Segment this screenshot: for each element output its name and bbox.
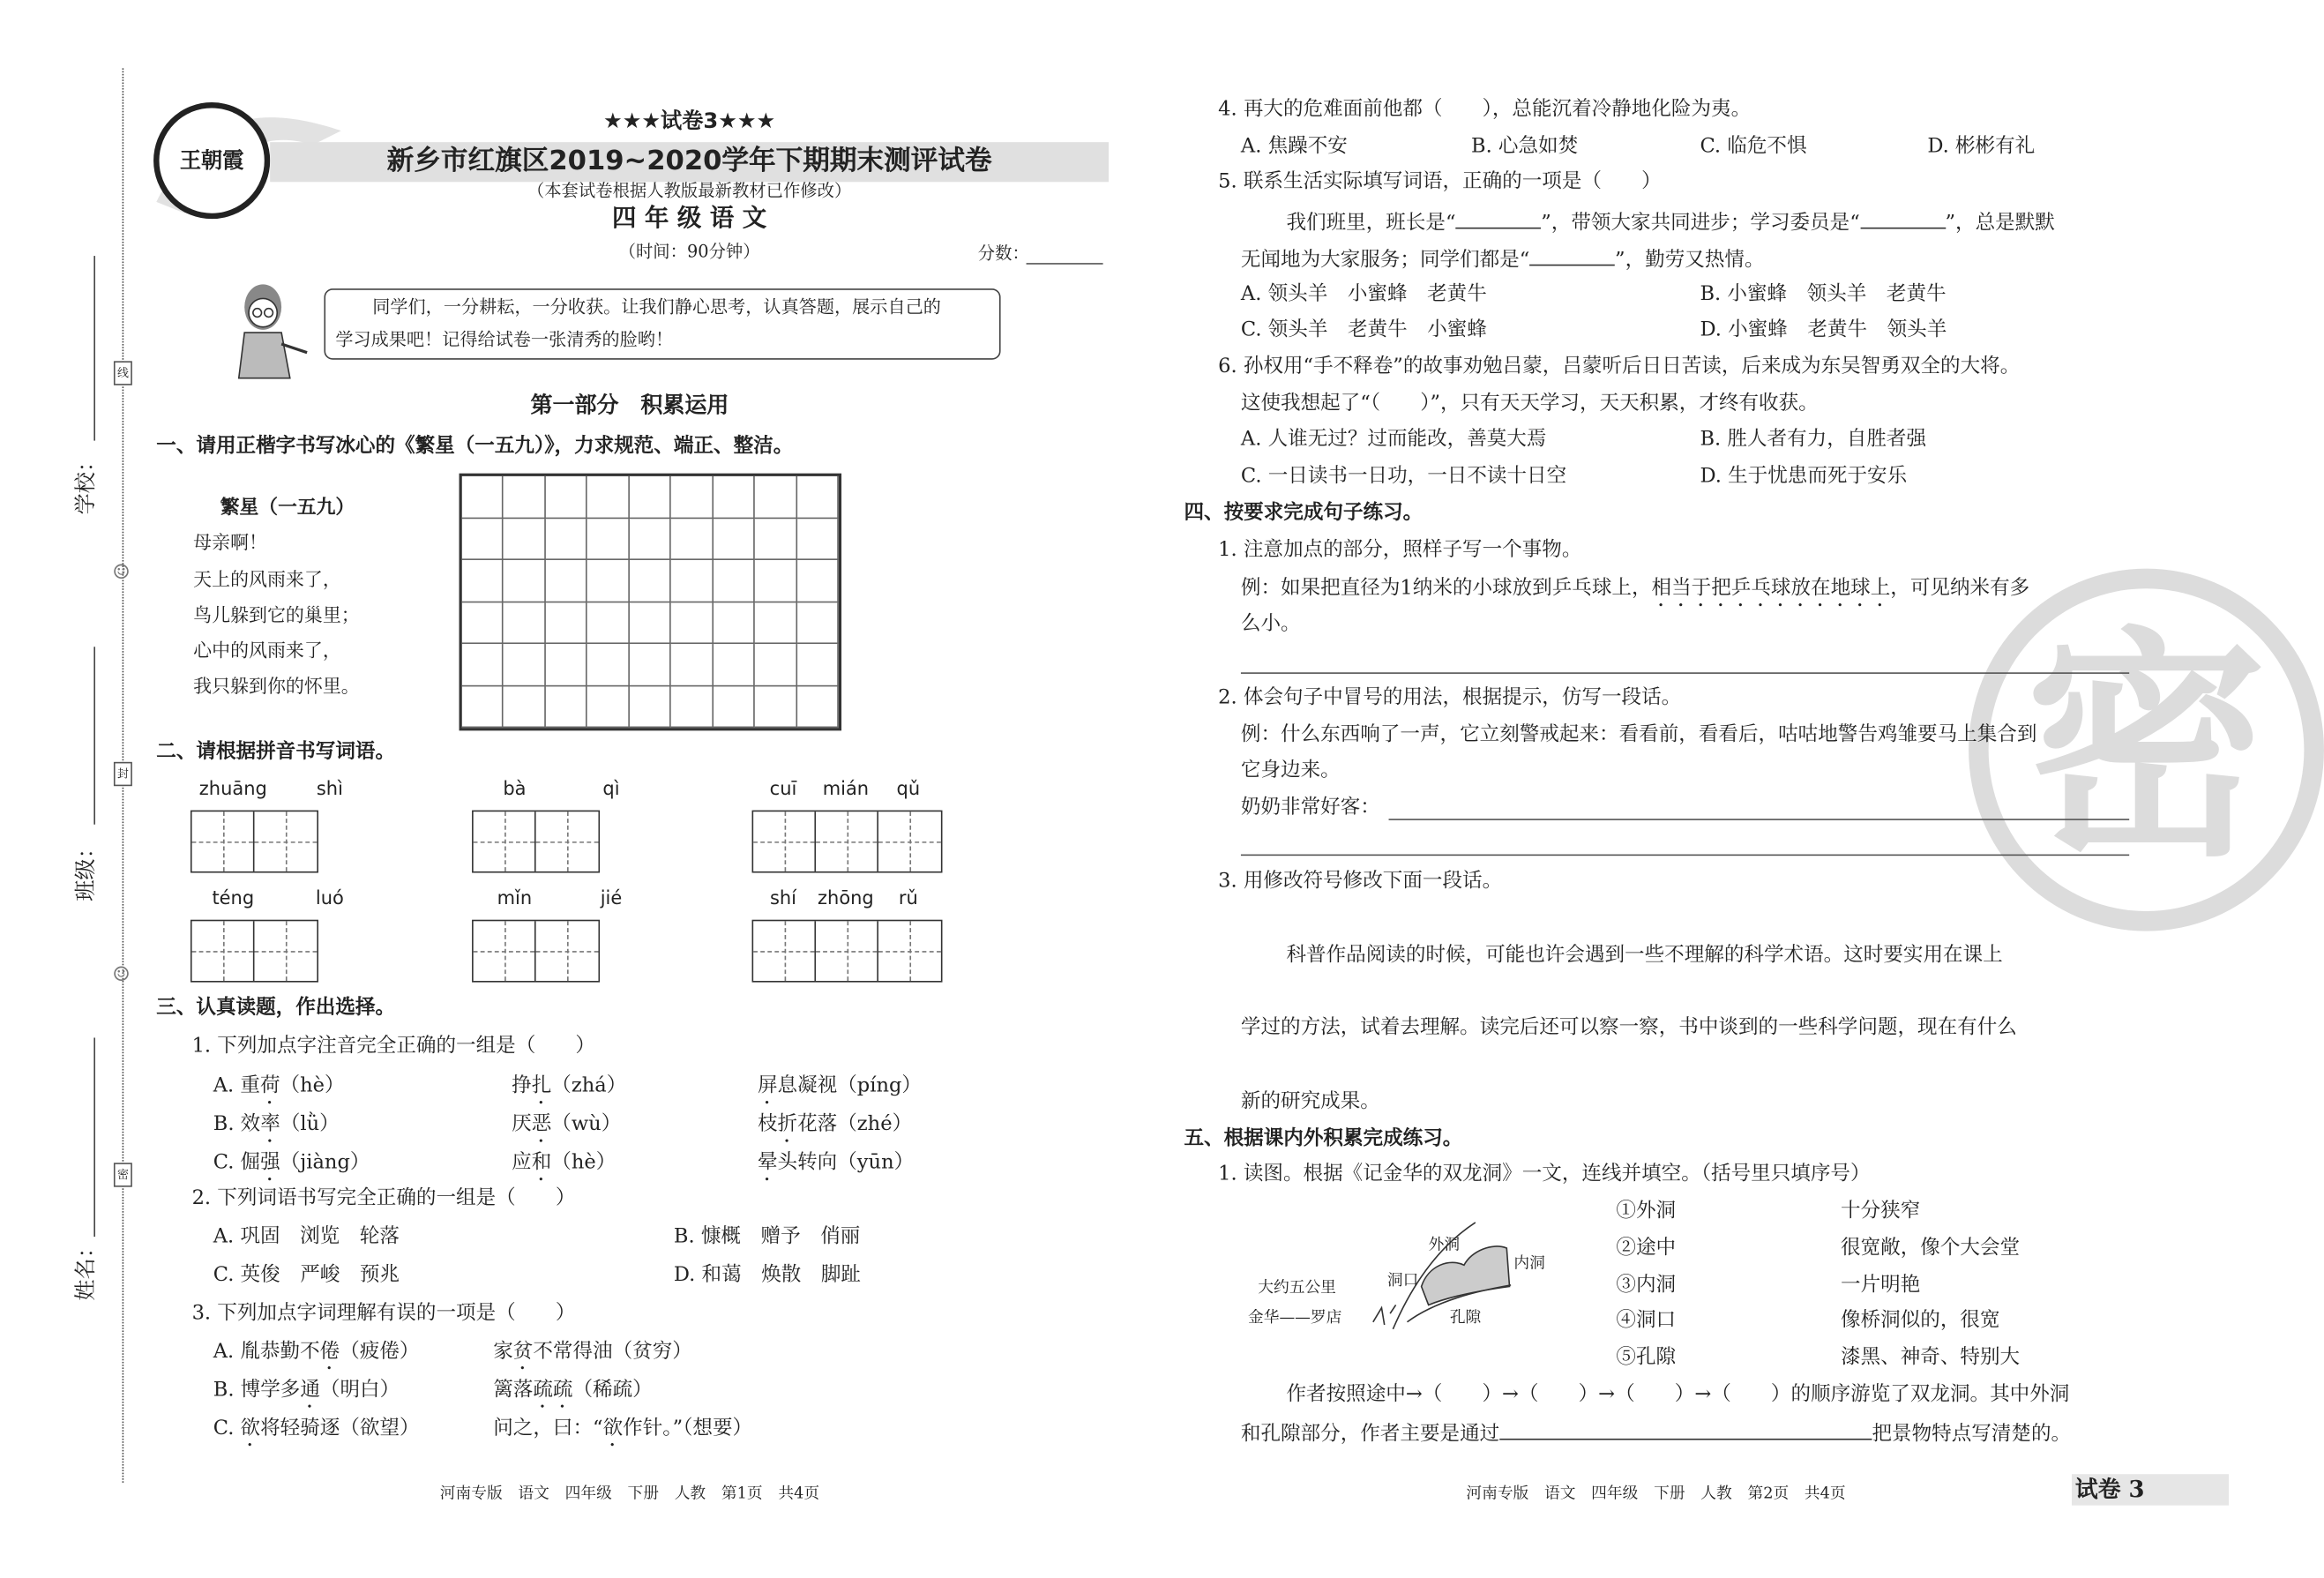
handwriting-grid[interactable] xyxy=(460,474,842,731)
pinyin: téng xyxy=(212,888,255,910)
grid-cell[interactable] xyxy=(462,644,504,686)
fill-text: 把景物特点写清楚的。 xyxy=(1872,1423,2072,1446)
q5-option-b[interactable]: B. 小蜜蜂 领头羊 老黄牛 xyxy=(1700,282,1947,306)
emphasized-char: 折 xyxy=(777,1112,798,1136)
tianzige-cell[interactable] xyxy=(753,811,816,871)
grid-cell[interactable] xyxy=(546,602,587,645)
binding-mark-secret: 密 xyxy=(114,1163,132,1186)
q2-stem: 2. 下列词语书写完全正确的一组是（ ） xyxy=(191,1186,576,1210)
grid-cell[interactable] xyxy=(630,518,671,560)
s4-q3-stem: 3. 用修改符号修改下面一段话。 xyxy=(1218,870,1503,894)
poem-line: 心中的风雨来了， xyxy=(193,640,341,663)
option-text: （疲倦） xyxy=(340,1340,420,1364)
option-text: C. xyxy=(213,1417,241,1440)
q5-text-1 xyxy=(1286,211,2054,234)
grid-cell[interactable] xyxy=(546,560,587,602)
exam-title: 新乡市红旗区2019~2020学年下期期末测评试卷 xyxy=(386,145,992,176)
option-text: 枝 xyxy=(757,1112,778,1136)
diagram-label-route: 金华——罗店 xyxy=(1247,1307,1342,1327)
grid-cell[interactable] xyxy=(504,602,545,645)
poem-line: 我只躲到你的怀里。 xyxy=(193,677,360,699)
school-label: 学校： xyxy=(72,450,99,515)
section-4-heading: 四、按要求完成句子练习。 xyxy=(1184,501,1424,525)
pinyin: shí xyxy=(769,888,796,910)
grid-cell[interactable] xyxy=(755,644,796,686)
s5-q1-stem: 1. 读图。根据《记金华的双龙洞》一文，连线并填空。（括号里只填序号） xyxy=(1218,1163,1871,1186)
binding-mark-seal: 封 xyxy=(114,762,132,786)
s4-q3-paragraph-1: 科普作品阅读的时候，可能也许会遇到一些不理解的科学术语。这时要实用在课上 xyxy=(1286,944,2003,967)
q6-option-b[interactable]: B. 胜人者有力，自胜者强 xyxy=(1700,428,1927,451)
option-text: （明白） xyxy=(319,1379,400,1402)
tianzige-box[interactable] xyxy=(472,811,600,873)
option-text: C. 倔 xyxy=(213,1151,261,1175)
diagram-label-mouth: 洞口 xyxy=(1386,1270,1419,1290)
watermark-seal xyxy=(1969,569,2324,931)
option-text: 花落（zhé） xyxy=(797,1112,913,1136)
q4-option-b[interactable]: B. 心急如焚 xyxy=(1471,135,1579,158)
q4-option-d[interactable]: D. 彬彬有礼 xyxy=(1927,135,2036,158)
s4-q2-answer-line[interactable] xyxy=(1389,819,2130,820)
poem-line: 鸟儿躲到它的巢里； xyxy=(193,605,360,627)
pinyin: bà xyxy=(503,779,527,801)
section-3-heading: 三、认真读题，作出选择。 xyxy=(156,996,396,1020)
grid-cell[interactable] xyxy=(546,644,587,686)
tianzige-cell[interactable] xyxy=(192,921,255,981)
grid-cell[interactable] xyxy=(587,476,629,519)
grid-cell[interactable] xyxy=(504,644,545,686)
grid-cell[interactable] xyxy=(504,518,545,560)
grid-cell[interactable] xyxy=(671,686,713,729)
tianzige-cell[interactable] xyxy=(753,921,816,981)
grid-cell[interactable] xyxy=(713,686,754,729)
q5-option-d[interactable]: D. 小蜜蜂 老黄牛 领头羊 xyxy=(1700,318,1947,341)
footer-left: 河南专版 语文 四年级 下册 人教 第1页 共4页 xyxy=(439,1484,820,1503)
paper-badge-text: 试卷 3 xyxy=(2074,1475,2145,1503)
pinyin: shì xyxy=(316,779,343,801)
choice-option[interactable] xyxy=(493,1417,752,1452)
tianzige-cell[interactable] xyxy=(536,921,599,981)
q4-option-c[interactable]: C. 临危不惧 xyxy=(1700,135,1807,158)
grid-cell[interactable] xyxy=(796,686,838,729)
grid-cell[interactable] xyxy=(755,560,796,602)
option-text: （jiàng） xyxy=(280,1151,370,1175)
diagram-label-outer: 外洞 xyxy=(1428,1235,1461,1254)
option-text: （hè） xyxy=(280,1074,345,1098)
q6-option-c[interactable]: C. 一日读书一日功，一日不读十日空 xyxy=(1240,464,1567,488)
section-5-heading: 五、根据课内外积累完成练习。 xyxy=(1184,1126,1463,1150)
q5-text: ”，总是默默 xyxy=(1945,212,2055,235)
pinyin: zhuāng xyxy=(198,779,267,801)
binding-mark-line: 线 xyxy=(114,361,132,385)
s4-q2-stem: 2. 体会句子中冒号的用法，根据提示，仿写一段话。 xyxy=(1218,686,1682,710)
diagram-label-distance: 大约五公里 xyxy=(1258,1277,1336,1297)
pinyin: luó xyxy=(315,888,344,910)
pinyin: jié xyxy=(600,888,623,910)
grid-cell[interactable] xyxy=(671,644,713,686)
grid-cell[interactable] xyxy=(755,518,796,560)
grid-cell[interactable] xyxy=(671,560,713,602)
emphasized-char: 贫 xyxy=(512,1340,534,1364)
poem-line: 天上的风雨来了， xyxy=(193,570,341,592)
grid-cell[interactable] xyxy=(755,476,796,519)
choice-option[interactable] xyxy=(213,1151,370,1185)
grid-cell[interactable] xyxy=(796,476,838,519)
footer-right: 河南专版 语文 四年级 下册 人教 第2页 共4页 xyxy=(1466,1484,1846,1503)
watermark-text: 密 xyxy=(2025,605,2268,890)
grid-cell[interactable] xyxy=(462,602,504,645)
s4-q1-example-2: 么小。 xyxy=(1240,612,1301,636)
choice-option[interactable] xyxy=(512,1074,626,1109)
q4-stem: 4. 再大的危难面前他都（ ），总能沉着冷静地化险为夷。 xyxy=(1218,98,1752,121)
pinyin: mián xyxy=(822,779,870,801)
pinyin: mǐn xyxy=(497,888,533,910)
grid-cell[interactable] xyxy=(587,644,629,686)
option-text: 挣 xyxy=(512,1074,532,1098)
grid-cell[interactable] xyxy=(546,476,587,519)
q6-option-a[interactable]: A. 人谁无过？过而能改，善莫大焉 xyxy=(1240,428,1547,451)
emphasized-char: 欲 xyxy=(240,1417,261,1440)
option-text: 作针。”（想要） xyxy=(623,1417,753,1440)
grid-cell[interactable] xyxy=(713,476,754,519)
grid-cell[interactable] xyxy=(713,644,754,686)
choice-option[interactable] xyxy=(213,1074,345,1109)
match-left-item[interactable]: ④洞口 xyxy=(1616,1309,1677,1333)
q5-text-2 xyxy=(1241,247,1765,270)
tianzige-cell[interactable] xyxy=(192,811,255,871)
grid-cell[interactable] xyxy=(462,560,504,602)
choice-option[interactable] xyxy=(213,1379,400,1413)
grid-cell[interactable] xyxy=(671,476,713,519)
tianzige-cell[interactable] xyxy=(474,921,536,981)
match-right-item[interactable]: 一片明艳 xyxy=(1841,1273,1921,1297)
emphasized-char: 率 xyxy=(260,1112,280,1136)
choice-option[interactable] xyxy=(213,1341,420,1375)
q5-blank[interactable] xyxy=(1860,211,1946,229)
grid-cell[interactable] xyxy=(755,686,796,729)
grid-cell[interactable] xyxy=(587,518,629,560)
tianzige-box[interactable] xyxy=(191,920,318,983)
q3-stem: 3. 下列加点字词理解有误的一项是（ ） xyxy=(191,1302,576,1326)
match-right-item[interactable]: 像桥洞似的，很宽 xyxy=(1841,1309,2000,1333)
s4-q1-answer-line[interactable] xyxy=(1241,672,2129,674)
q2-option-b[interactable]: B. 慷概 赠予 俏丽 xyxy=(673,1225,861,1248)
section-2-heading: 二、请根据拼音书写词语。 xyxy=(156,740,396,764)
s4-q1-stem: 1. 注意加点的部分，照样子写一个事物。 xyxy=(1218,538,1582,562)
bubble-text-2: 学习成果吧！记得给试卷一张清秀的脸哟！ xyxy=(335,328,674,350)
tianzige-box[interactable] xyxy=(191,811,318,873)
exam-subject: 四 年 级 语 文 xyxy=(612,205,767,234)
option-text: B. 博学多 xyxy=(213,1379,301,1402)
s5-fill-2 xyxy=(1241,1422,2071,1445)
grid-cell[interactable] xyxy=(630,476,671,519)
q5-option-a[interactable]: A. 领头羊 小蜜蜂 老黄牛 xyxy=(1240,282,1487,306)
q2-option-a[interactable]: A. 巩固 浏览 轮落 xyxy=(213,1225,400,1248)
s4-q2-prompt: 奶奶非常好客： xyxy=(1240,796,1380,819)
match-right-item[interactable]: 很宽敞，像个大会堂 xyxy=(1841,1236,2021,1260)
grid-cell[interactable] xyxy=(462,518,504,560)
choice-option[interactable] xyxy=(512,1151,616,1185)
paper-badge xyxy=(2033,1474,2229,1505)
option-text: A. 胤恭勤不 xyxy=(213,1340,320,1364)
smiley-icon: ☺ xyxy=(112,561,131,585)
grid-cell[interactable] xyxy=(671,518,713,560)
match-right-item[interactable]: 漆黑、神奇、特别大 xyxy=(1841,1346,2021,1370)
grid-cell[interactable] xyxy=(546,518,587,560)
grid-cell[interactable] xyxy=(796,602,838,645)
score-label: 分数： xyxy=(977,243,1029,264)
emphasized-char: 通 xyxy=(300,1379,320,1402)
grid-cell[interactable] xyxy=(504,560,545,602)
q5-text: ”，带领大家共同进步；学习委员是“ xyxy=(1541,212,1860,235)
grid-cell[interactable] xyxy=(713,560,754,602)
option-text: 息凝视（píng） xyxy=(777,1074,922,1098)
grid-cell[interactable] xyxy=(671,602,713,645)
s4-q2-example-2: 它身边来。 xyxy=(1240,759,1341,782)
poem-title: 繁星（一五九） xyxy=(220,496,355,520)
class-label: 班级： xyxy=(72,837,99,901)
s5-blank[interactable] xyxy=(1499,1422,1872,1440)
tianzige-cell[interactable] xyxy=(816,921,878,981)
q6-stem-2: 这使我想起了“（ ）”，只有天天学习，天天积累，才终有收获。 xyxy=(1240,392,1819,415)
choice-option[interactable] xyxy=(758,1074,922,1109)
emphasized-char: 和 xyxy=(531,1151,552,1175)
example-text: ，可见纳米有多 xyxy=(1890,577,2030,601)
grid-cell[interactable] xyxy=(630,560,671,602)
option-text: 将轻骑逐（欲望） xyxy=(260,1417,420,1440)
emphasized-char: 欲 xyxy=(602,1417,624,1440)
q2-option-c[interactable]: C. 英俊 严峻 预兆 xyxy=(213,1263,400,1287)
choice-option[interactable] xyxy=(213,1417,420,1452)
tianzige-cell[interactable] xyxy=(254,921,317,981)
pinyin: zhōng xyxy=(818,888,874,910)
grid-cell[interactable] xyxy=(713,518,754,560)
grid-cell[interactable] xyxy=(546,686,587,729)
brand-logo xyxy=(153,102,270,219)
choice-option[interactable] xyxy=(213,1113,340,1148)
score-field[interactable] xyxy=(1027,263,1103,265)
tianzige-cell[interactable] xyxy=(878,921,941,981)
grid-cell[interactable] xyxy=(755,602,796,645)
poem-line: 母亲啊！ xyxy=(193,533,268,555)
emphasized-text: 相当于把乒乓球放在地球上 xyxy=(1651,577,1891,601)
option-text: 家 xyxy=(493,1340,513,1364)
pinyin: qǔ xyxy=(896,779,921,801)
emphasized-char: 恶 xyxy=(531,1112,552,1136)
name-label: 姓名： xyxy=(72,1237,99,1301)
emphasized-char: 晕 xyxy=(757,1151,778,1175)
emphasized-char: 屏 xyxy=(757,1074,778,1098)
q5-blank[interactable] xyxy=(1529,247,1615,265)
section-1-heading: 一、请用正楷字书写冰心的《繁星（一五九）》，力求规范、端正、整洁。 xyxy=(156,435,794,458)
tianzige-cell[interactable] xyxy=(254,811,317,871)
exam-time: （时间：90分钟） xyxy=(618,241,760,262)
emphasized-char: 扎 xyxy=(531,1074,552,1098)
grid-cell[interactable] xyxy=(587,686,629,729)
q4-option-a[interactable]: A. 焦躁不安 xyxy=(1240,135,1348,158)
brand-logo-text: 王朝霞 xyxy=(179,146,244,173)
q5-option-c[interactable]: C. 领头羊 老黄牛 小蜜蜂 xyxy=(1240,318,1487,341)
example-text: 例：如果把直径为1纳米的小球放到乒乓球上， xyxy=(1240,577,1652,601)
choice-option[interactable] xyxy=(512,1113,621,1148)
option-text: 篱落 xyxy=(493,1379,534,1402)
match-left-item[interactable]: ①外洞 xyxy=(1616,1200,1677,1223)
grid-cell[interactable] xyxy=(587,602,629,645)
grid-cell[interactable] xyxy=(462,686,504,729)
option-text: （hè） xyxy=(551,1151,616,1175)
option-text: A. 重 xyxy=(213,1074,260,1098)
choice-option[interactable] xyxy=(493,1379,652,1413)
grid-cell[interactable] xyxy=(796,644,838,686)
school-underline xyxy=(93,256,95,441)
emphasized-char: 疏疏 xyxy=(533,1379,573,1402)
tianzige-cell[interactable] xyxy=(816,811,878,871)
match-right-item[interactable]: 十分狭窄 xyxy=(1841,1200,1921,1223)
q2-option-d[interactable]: D. 和蔼 焕散 脚趾 xyxy=(673,1263,862,1287)
option-text: （zhá） xyxy=(551,1074,627,1098)
grid-cell[interactable] xyxy=(504,686,545,729)
option-text: 头转向（yūn） xyxy=(777,1151,915,1175)
pinyin: qì xyxy=(602,779,620,801)
teacher-cartoon-icon xyxy=(225,279,310,381)
name-underline xyxy=(93,1037,95,1237)
diagram-label-gap: 孔隙 xyxy=(1449,1307,1482,1327)
option-text: B. 效 xyxy=(213,1112,261,1136)
smiley-icon: ☺ xyxy=(112,963,131,987)
match-left-item[interactable]: ⑤孔隙 xyxy=(1616,1346,1677,1370)
grid-cell[interactable] xyxy=(462,476,504,519)
q5-text: 我们班里，班长是“ xyxy=(1286,212,1456,235)
tianzige-cell[interactable] xyxy=(536,811,599,871)
option-text: （lǜ） xyxy=(280,1112,340,1136)
q1-stem: 1. 下列加点字注音完全正确的一组是（ ） xyxy=(191,1035,595,1058)
grid-cell[interactable] xyxy=(796,560,838,602)
tianzige-cell[interactable] xyxy=(878,811,941,871)
grid-cell[interactable] xyxy=(713,602,754,645)
tianzige-box[interactable] xyxy=(752,811,943,873)
grid-cell[interactable] xyxy=(630,686,671,729)
option-text: （稀疏） xyxy=(572,1379,653,1402)
bubble-text-1: 同学们，一分耕耘，一分收获。让我们静心思考，认真答题，展示自己的 xyxy=(372,295,941,318)
pinyin: rǔ xyxy=(898,888,918,910)
emphasized-char: 倦 xyxy=(319,1340,340,1364)
grid-cell[interactable] xyxy=(504,476,545,519)
tianzige-cell[interactable] xyxy=(474,811,536,871)
grid-cell[interactable] xyxy=(630,644,671,686)
s4-q1-example xyxy=(1241,577,2029,611)
grid-cell[interactable] xyxy=(630,602,671,645)
emphasized-char: 荷 xyxy=(259,1074,280,1098)
diagram-label-inner: 内洞 xyxy=(1513,1253,1545,1273)
exam-series: ★★★试卷3★★★ xyxy=(603,108,776,134)
s4-q3-paragraph-3: 新的研究成果。 xyxy=(1240,1090,1380,1113)
s5-fill-1: 作者按照途中→（ ）→（ ）→（ ）→（ ）的顺序游览了双龙洞。其中外洞 xyxy=(1286,1383,2070,1406)
match-left-item[interactable]: ③内洞 xyxy=(1616,1273,1677,1297)
option-text: 应 xyxy=(512,1151,532,1175)
pinyin: cuī xyxy=(769,779,797,801)
class-underline xyxy=(93,647,95,824)
q5-text: ”，勤劳又热情。 xyxy=(1615,249,1765,272)
match-left-item[interactable]: ②途中 xyxy=(1616,1236,1677,1260)
q6-option-d[interactable]: D. 生于忧患而死于安乐 xyxy=(1700,464,1908,488)
choice-option[interactable] xyxy=(758,1113,912,1148)
grid-cell[interactable] xyxy=(796,518,838,560)
s4-q3-paragraph-2: 学过的方法，试着去理解。读完后还可以察一察，书中谈到的一些科学问题，现在有什么 xyxy=(1240,1016,2017,1040)
option-text: 不常得油（贫穷） xyxy=(533,1340,692,1364)
option-text: 厌 xyxy=(512,1112,532,1136)
s4-q2-example: 例：什么东西响了一声，它立刻警戒起来：看看前，看看后，咕咕地警告鸡雏要马上集合到 xyxy=(1240,723,2037,747)
choice-option[interactable] xyxy=(493,1341,692,1375)
tianzige-box[interactable] xyxy=(472,920,600,983)
tianzige-box[interactable] xyxy=(752,920,943,983)
fill-text: 和孔隙部分，作者主要是通过 xyxy=(1240,1423,1500,1446)
q5-text: 无闻地为大家服务；同学们都是“ xyxy=(1240,249,1530,272)
q6-stem-1: 6. 孙权用“手不释卷”的故事劝勉吕蒙，吕蒙听后日日苦读，后来成为东吴智勇双全的大将。 xyxy=(1218,355,2021,378)
option-text: （wù） xyxy=(551,1112,622,1136)
part-one-title: 第一部分 积累运用 xyxy=(530,392,729,418)
q5-blank[interactable] xyxy=(1456,211,1542,229)
s4-q2-answer-line-2[interactable] xyxy=(1241,855,2129,856)
emphasized-char: 强 xyxy=(260,1151,280,1175)
q5-stem: 5. 联系生活实际填写词语，正确的一项是（ ） xyxy=(1218,170,1662,194)
exam-note: （本套试卷根据人教版最新教材已作修改） xyxy=(527,180,852,201)
grid-cell[interactable] xyxy=(587,560,629,602)
choice-option[interactable] xyxy=(758,1151,914,1185)
option-text: 问之，曰：“ xyxy=(493,1417,603,1440)
